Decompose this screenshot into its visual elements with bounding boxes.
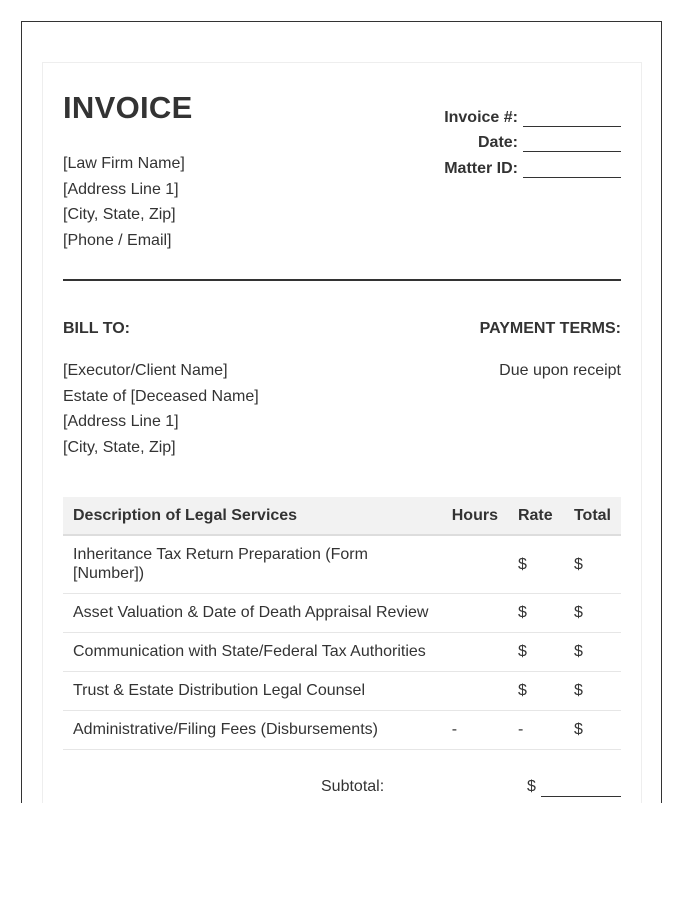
services-table xyxy=(63,497,621,750)
header-description: Description of Legal Services xyxy=(63,497,442,535)
row-hours: - xyxy=(442,710,508,749)
row-rate: $ xyxy=(508,632,564,671)
header-rate: Rate xyxy=(508,497,564,535)
client-name: [Executor/Client Name] xyxy=(63,362,228,379)
row-total: $ xyxy=(564,535,621,593)
firm-city-state-zip: [City, State, Zip] xyxy=(63,206,176,224)
row-total: $ xyxy=(564,671,621,710)
payment-terms-label: PAYMENT TERMS: xyxy=(479,320,621,337)
table-row xyxy=(63,710,621,749)
invoice-meta xyxy=(361,101,621,178)
table-row xyxy=(63,535,621,593)
row-hours xyxy=(442,593,508,632)
invoice-number-row xyxy=(361,101,621,127)
row-description: Administrative/Filing Fees (Disbursements) xyxy=(63,710,442,749)
row-description: Communication with State/Federal Tax Authorities xyxy=(63,632,442,671)
row-rate: $ xyxy=(508,535,564,593)
matter-id-row xyxy=(361,152,621,178)
firm-address-block xyxy=(63,151,185,254)
invoice-number-field[interactable] xyxy=(523,109,621,127)
row-rate: - xyxy=(508,710,564,749)
document-frame xyxy=(21,21,662,803)
matter-id-field[interactable] xyxy=(523,160,621,178)
row-total: $ xyxy=(564,632,621,671)
header-divider xyxy=(63,279,621,281)
firm-address-line: [Address Line 1] xyxy=(63,180,179,198)
subtotal-currency: $ xyxy=(527,778,536,795)
client-address-line: [Address Line 1] xyxy=(63,413,179,431)
firm-contact: [Phone / Email] xyxy=(63,232,172,250)
invoice-date-label: Date: xyxy=(477,134,518,151)
header-hours: Hours xyxy=(442,497,508,535)
subtotal-row xyxy=(63,778,621,798)
row-hours xyxy=(442,632,508,671)
row-total: $ xyxy=(564,710,621,749)
row-description: Trust & Estate Distribution Legal Counsel xyxy=(63,671,442,710)
firm-name: [Law Firm Name] xyxy=(63,155,185,172)
row-rate: $ xyxy=(508,593,564,632)
table-row xyxy=(63,671,621,710)
invoice-title: INVOICE xyxy=(63,90,193,125)
row-hours xyxy=(442,535,508,593)
row-description: Asset Valuation & Date of Death Appraisal Review xyxy=(63,593,442,632)
matter-id-label: Matter ID: xyxy=(444,159,518,177)
bill-to-block xyxy=(63,358,259,461)
estate-name: Estate of [Deceased Name] xyxy=(63,387,259,405)
invoice-number-label: Invoice #: xyxy=(444,108,518,126)
client-city-state-zip: [City, State, Zip] xyxy=(63,439,176,457)
subtotal-field[interactable] xyxy=(541,796,621,797)
invoice-sheet xyxy=(42,62,642,803)
row-hours xyxy=(442,671,508,710)
bill-to-label: BILL TO: xyxy=(63,320,130,337)
table-row xyxy=(63,632,621,671)
invoice-date-field[interactable] xyxy=(523,134,621,152)
table-header-row xyxy=(63,497,621,535)
table-row xyxy=(63,593,621,632)
payment-terms-value: Due upon receipt xyxy=(499,362,621,379)
subtotal-label: Subtotal: xyxy=(321,778,385,795)
row-rate: $ xyxy=(508,671,564,710)
row-total: $ xyxy=(564,593,621,632)
row-description: Inheritance Tax Return Preparation (Form [Number]) xyxy=(63,535,442,593)
header-total: Total xyxy=(564,497,621,535)
invoice-date-row xyxy=(361,127,621,153)
